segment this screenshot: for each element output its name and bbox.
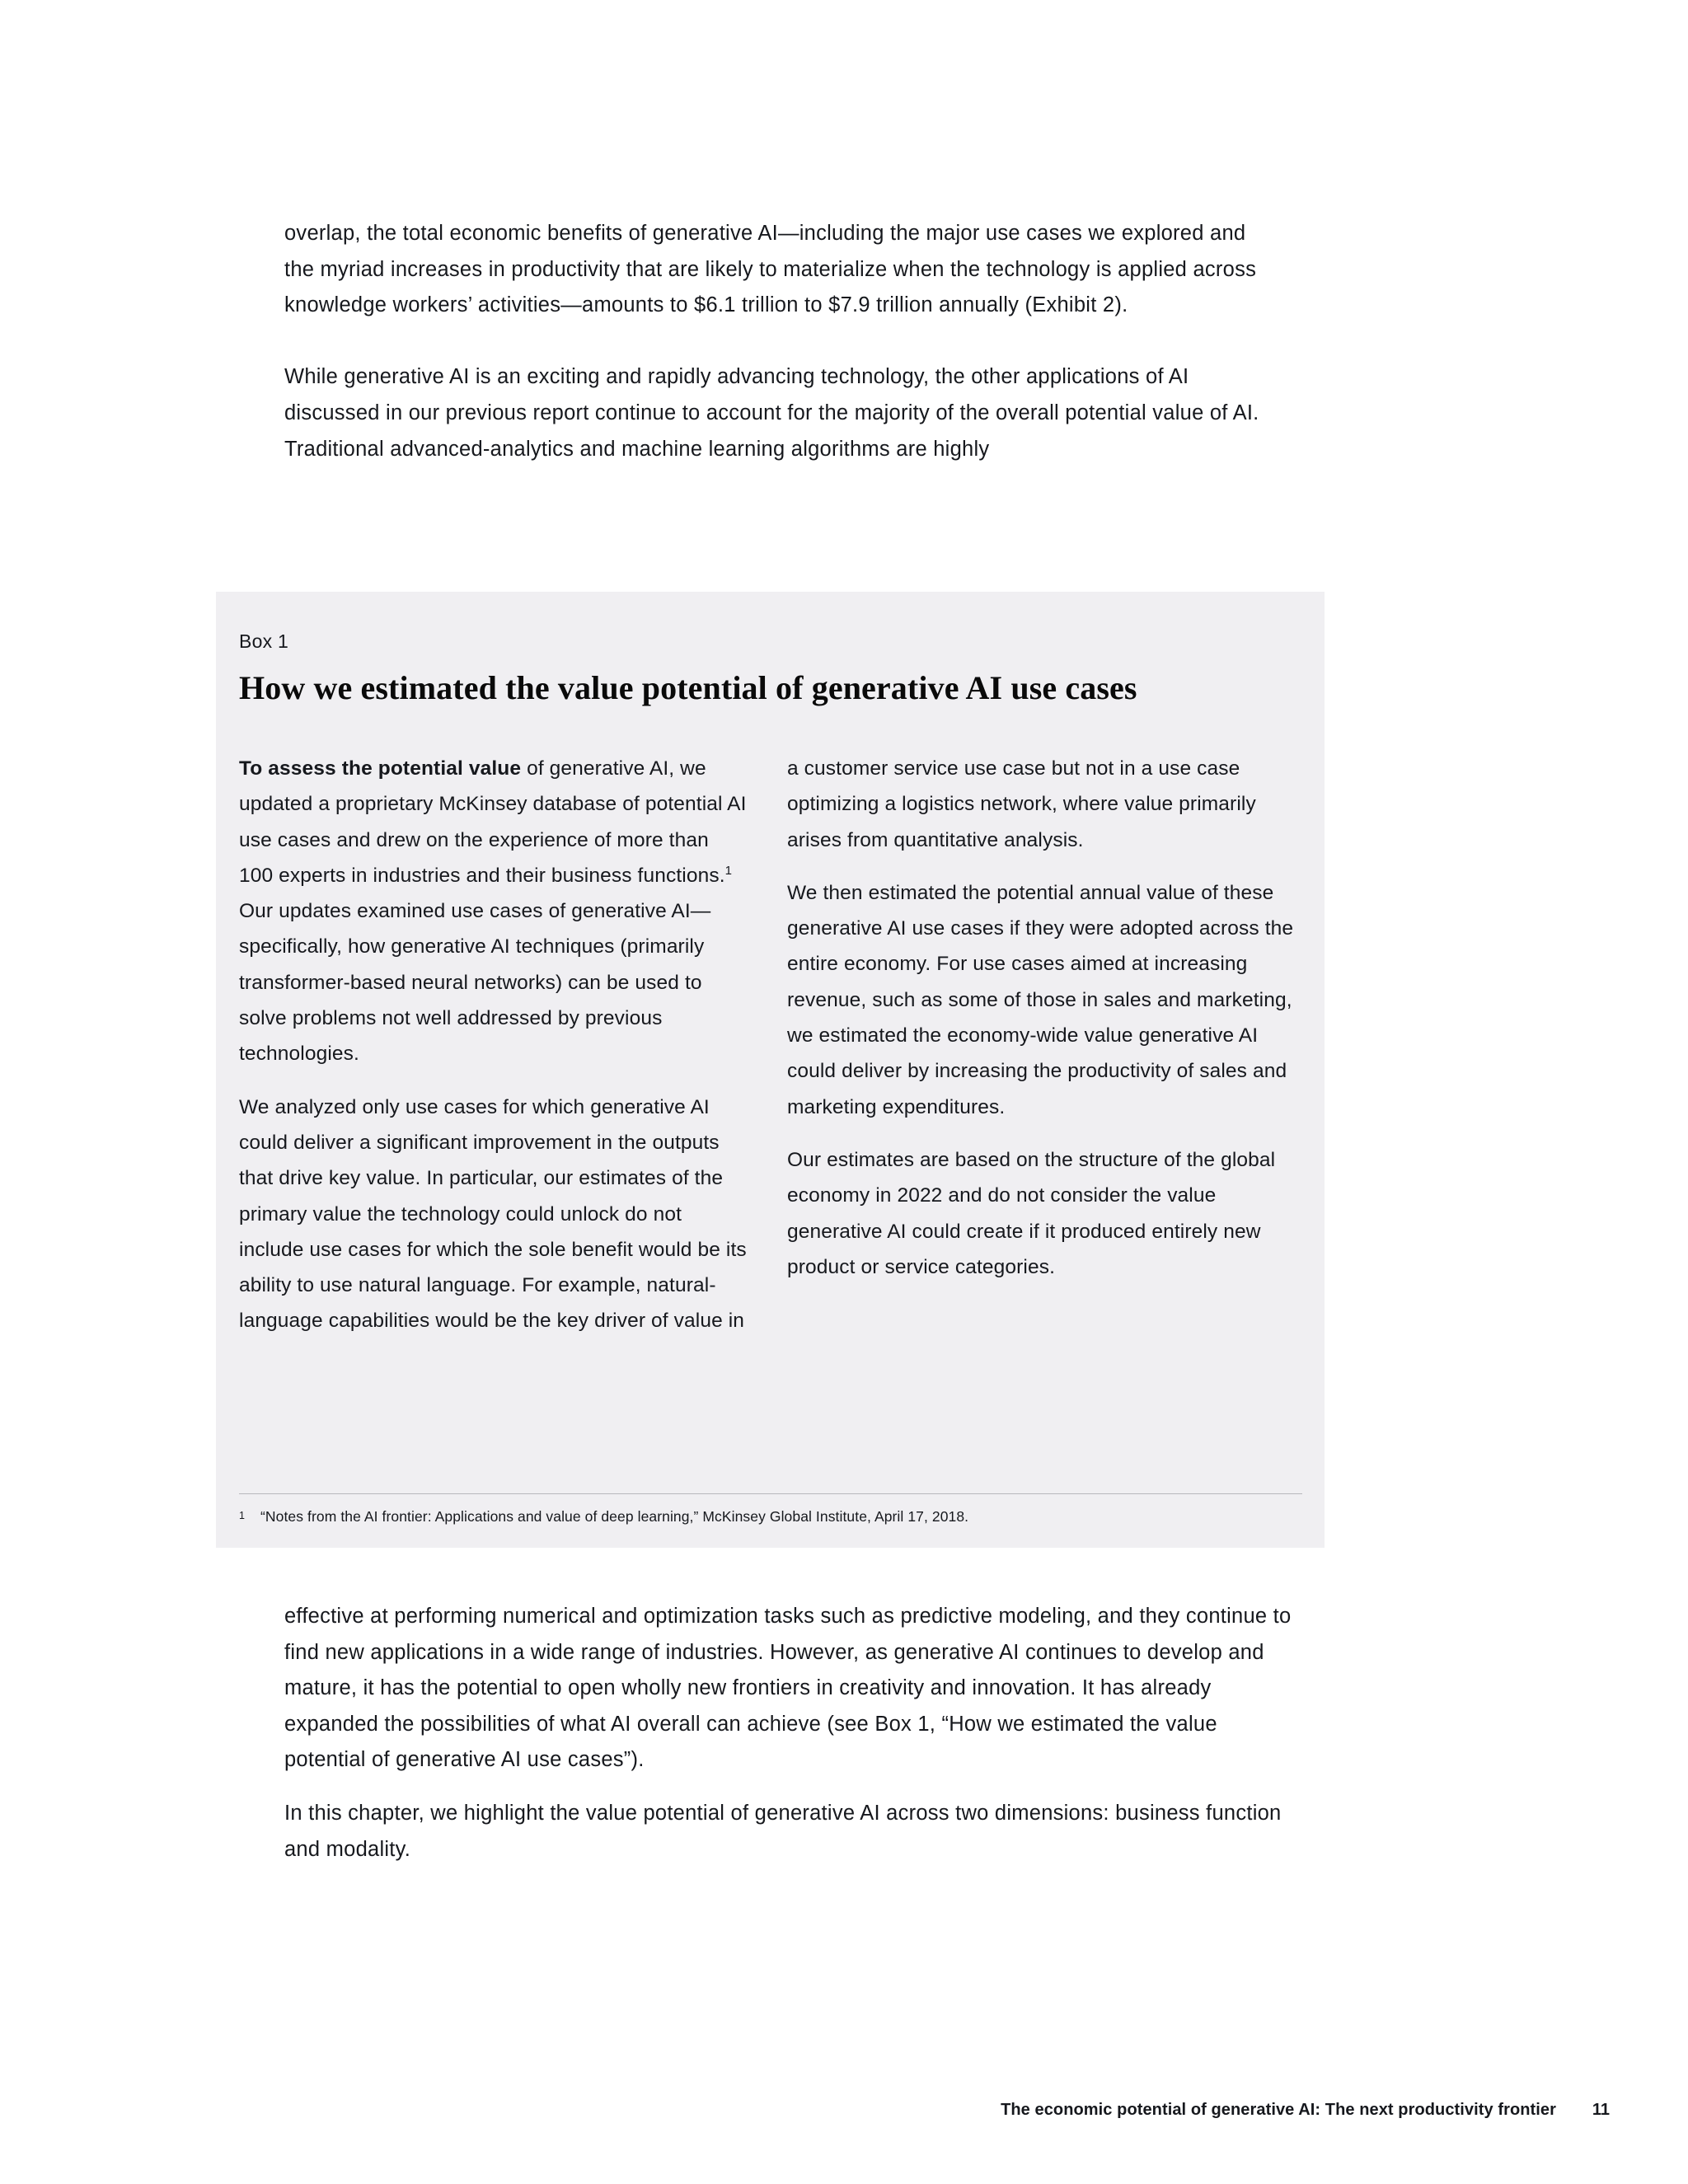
box-paragraph-our-estimates: Our estimates are based on the structure of the global economy in 2022 and do not consider the value generative AI could create if it produced entirely new product or service categories. bbox=[787, 1148, 1276, 1278]
body-text-bottom bbox=[284, 1599, 1298, 1868]
box-1-footnote bbox=[239, 1493, 1302, 1527]
box-1-left-column bbox=[239, 751, 748, 1339]
box-paragraph-to-assess bbox=[239, 751, 748, 1072]
paragraph-overlap: overlap, the total economic benefits of generative AI—including the major use cases we explored and the myriad increases in productivity that are likely to materialize when the technology is applied across knowledge workers’ activities—amounts to $6.1 trillion to $7.9 trillion annually (Exhibit 2). bbox=[284, 222, 1257, 317]
footnote-divider bbox=[239, 1493, 1302, 1494]
box-1-eyebrow: Box 1 bbox=[239, 630, 288, 652]
footnote-number: 1 bbox=[239, 1510, 245, 1521]
box-paragraph-we-analyzed: We analyzed only use cases for which generative AI could deliver a significant improvement in the outputs that drive key value. In particular, our estimates of the primary value the technology could unlock do not include use cases for which the sole benefit would be its ability to use natural language. For example, natural-language capabilities would be the key driver of value in bbox=[239, 1095, 747, 1333]
box-paragraph-we-then-estimated: We then estimated the potential annual value of these generative AI use cases if they were adopted across the entire economy. For use cases aimed at increasing revenue, such as some of those in sales and marketing, we estimated the economy-wide value generative AI could deliver by increasing the productivity of sales and marketing expenditures. bbox=[787, 881, 1294, 1118]
footnote-text: “Notes from the AI frontier: Applications and value of deep learning,” McKinsey Global Institute, April 17, 2018. bbox=[260, 1508, 969, 1525]
box-lead-tail: Our updates examined use cases of generative AI—specifically, how generative AI techniques (primarily transformer-based neural networks) can be used to solve problems not well addressed by previous technologies. bbox=[239, 900, 711, 1066]
paragraph-in-this-chapter: In this chapter, we highlight the value potential of generative AI across two dimensions: business function and modality. bbox=[284, 1801, 1282, 1861]
box-1-content bbox=[239, 629, 1301, 1339]
footer-report-title: The economic potential of generative AI: The next productivity frontier bbox=[1001, 2101, 1556, 2119]
box-1-right-column bbox=[787, 751, 1296, 1285]
box-lead-in: To assess the potential value bbox=[239, 757, 522, 780]
box-1-callout bbox=[216, 592, 1325, 1548]
box-1-columns bbox=[239, 751, 1301, 1339]
footnote-row bbox=[239, 1506, 1302, 1527]
paragraph-effective-at-performing: effective at performing numerical and optimization tasks such as predictive modeling, and they continue to find new applications in a wide range of industries. However, as generative AI continues to develop and mature, it has the potential to open wholly new frontiers in creativity and innovation. It has already expanded the possibilities of what AI overall can achieve (see Box 1, “How we estimated the value potential of generative AI use cases”). bbox=[284, 1605, 1292, 1772]
body-text-top bbox=[284, 216, 1278, 467]
box-paragraph-customer-service: a customer service use case but not in a use case optimizing a logistics network, where value primarily arises from quantitative analysis. bbox=[787, 757, 1256, 851]
paragraph-while-generative-ai: While generative AI is an exciting and rapidly advancing technology, the other applications of AI discussed in our previous report continue to account for the majority of the overall potential value of AI. Traditional advanced-analytics and machine learning algorithms are highly bbox=[284, 365, 1259, 461]
footnote-reference-1[interactable]: 1 bbox=[724, 863, 733, 878]
box-lead-rest: of generative AI, we updated a proprietary McKinsey database of potential AI use cases and drew on the experience of more than 100 experts in industries and their business functions. bbox=[239, 757, 747, 887]
footer-page-number: 11 bbox=[1592, 2101, 1610, 2119]
page-footer bbox=[0, 2097, 1688, 2130]
box-1-title: How we estimated the value potential of generative AI use cases bbox=[239, 669, 1137, 706]
